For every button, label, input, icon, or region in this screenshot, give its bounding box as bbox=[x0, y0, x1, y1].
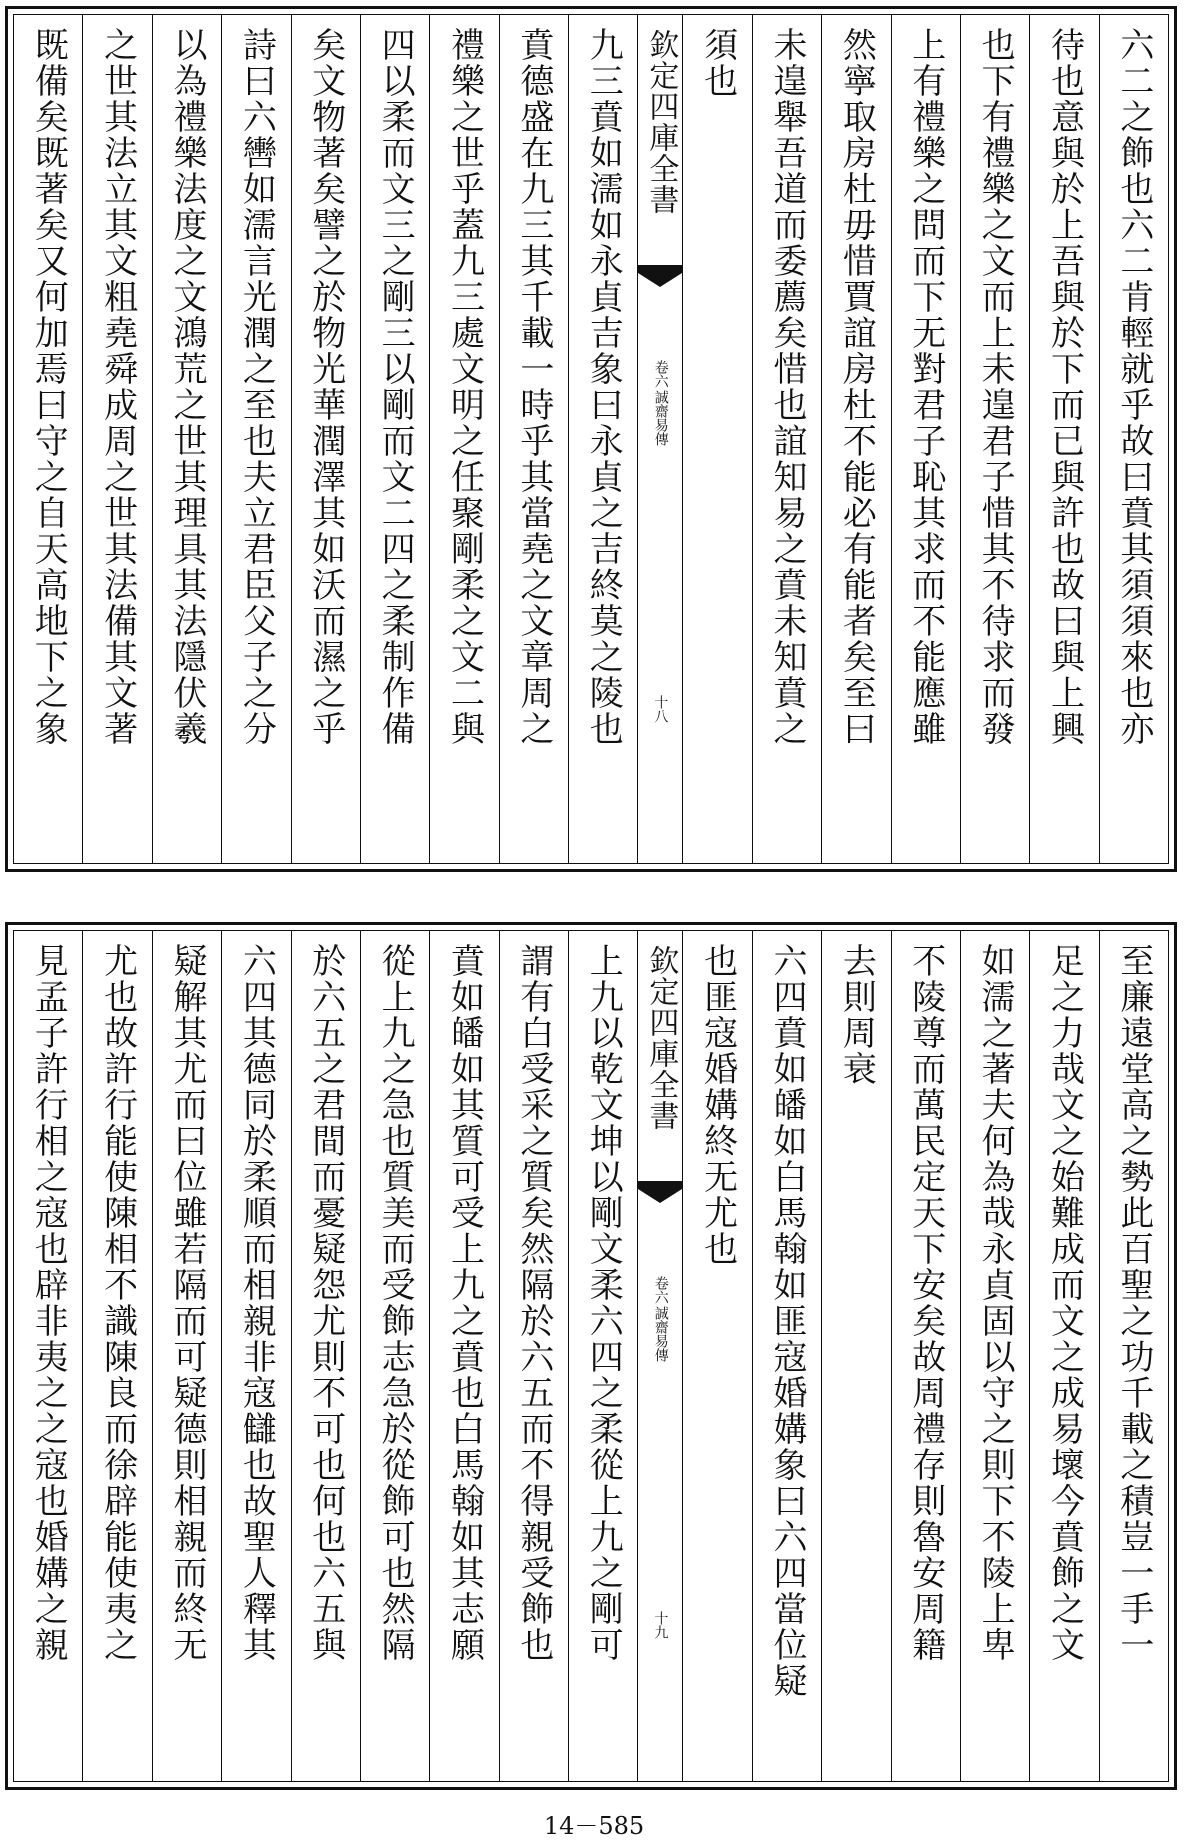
text-column: 然寧取房杜毋惜賈誼房杜不能必有能者矣至曰 bbox=[821, 15, 890, 863]
text-column: 上九以乾文坤以剛文柔六四之柔從上九之剛可 bbox=[568, 931, 637, 1781]
volume-number: 卷六 bbox=[652, 1276, 669, 1304]
text-column: 從上九之急也質美而受飾志急於從飾可也然隔 bbox=[360, 931, 429, 1781]
text-column: 四以柔而文三之剛三以剛而文二四之柔制作備 bbox=[360, 15, 429, 863]
text-column: 也匪寇婚媾終无尤也 bbox=[682, 931, 751, 1781]
text-column: 須也 bbox=[682, 15, 751, 863]
page-panel-upper bbox=[5, 6, 1177, 872]
page-number-footer: 14－585 bbox=[543, 1812, 645, 1840]
text-columns bbox=[14, 15, 1168, 863]
text-column: 之世其法立其文粗堯舜成周之世其法備其文著 bbox=[82, 15, 151, 863]
text-column: 不陵尊而萬民定天下安矣故周禮存則魯安周籍 bbox=[891, 931, 960, 1781]
fishtail-mark-icon bbox=[638, 265, 682, 287]
text-column: 謂有白受采之質矣然隔於六五而不得親受飾也 bbox=[499, 931, 568, 1781]
text-column: 六四其德同於柔順而相親非寇讎也故聖人釋其 bbox=[221, 931, 290, 1781]
text-column: 去則周衰 bbox=[821, 931, 890, 1781]
text-column: 如濡之著夫何為哉永貞固以守之則下不陵上卑 bbox=[960, 931, 1029, 1781]
text-column: 六二之飾也六二肯輕就乎故曰賁其須須來也亦 bbox=[1099, 15, 1168, 863]
text-column: 於六五之君間而憂疑怨尤則不可也何也六五與 bbox=[291, 931, 360, 1781]
text-column: 也下有禮樂之文而上未遑君子惜其不待求而發 bbox=[960, 15, 1029, 863]
text-column: 以為禮樂法度之文鴻荒之世其理具其法隱伏羲 bbox=[152, 15, 221, 863]
text-column: 尤也故許行能使陳相不識陳良而徐辟能使夷之 bbox=[82, 931, 151, 1781]
panel-frame bbox=[13, 14, 1169, 864]
text-column: 至廉遠堂高之勢此百聖之功千載之積豈一手一 bbox=[1099, 931, 1168, 1781]
text-column: 上有禮樂之問而下无對君子恥其求而不能應雖 bbox=[891, 15, 960, 863]
text-column: 矣文物著矣譬之於物光華潤澤其如沃而濕之乎 bbox=[291, 15, 360, 863]
text-column: 既備矣既著矣又何加焉曰守之自天高地下之象 bbox=[28, 27, 69, 747]
text-column: 賁德盛在九三其千載一時乎其當堯之文章周之 bbox=[499, 15, 568, 863]
book-title: 欽定四庫全書 bbox=[643, 945, 679, 1131]
volume-label bbox=[653, 1276, 668, 1362]
panel-frame bbox=[13, 930, 1169, 1782]
page-mark: 十九 bbox=[652, 1611, 669, 1639]
volume-number: 卷六 bbox=[652, 360, 669, 388]
page-mark: 十八 bbox=[652, 695, 669, 723]
text-column: 未遑舉吾道而委薦矣惜也誼知易之賁未知賁之 bbox=[752, 15, 821, 863]
text-column: 疑解其尤而曰位雖若隔而可疑德則相親而終无 bbox=[152, 931, 221, 1781]
volume-title: 誠齋易傳 bbox=[652, 390, 669, 446]
fishtail-mark-icon bbox=[638, 1181, 682, 1203]
text-column: 九三賁如濡如永貞吉象曰永貞之吉終莫之陵也 bbox=[568, 15, 637, 863]
text-columns bbox=[14, 931, 1168, 1781]
page-panel-lower bbox=[5, 922, 1177, 1790]
text-column: 詩曰六轡如濡言光潤之至也夫立君臣父子之分 bbox=[221, 15, 290, 863]
volume-title: 誠齋易傳 bbox=[652, 1306, 669, 1362]
text-column: 禮樂之世乎蓋九三處文明之任聚剛柔之文二與 bbox=[429, 15, 498, 863]
text-column: 見孟子許行相之寇也辟非夷之之寇也婚媾之親 bbox=[28, 943, 69, 1663]
text-column: 足之力哉文之始難成而文之成易壞今賁飾之文 bbox=[1029, 931, 1098, 1781]
volume-label bbox=[653, 360, 668, 446]
text-column: 賁如皤如其質可受上九之賁也白馬翰如其志願 bbox=[429, 931, 498, 1781]
center-fold-column bbox=[637, 931, 682, 1781]
text-column: 待也意與於上吾與於下而已與許也故曰與上興 bbox=[1029, 15, 1098, 863]
text-column: 六四賁如皤如白馬翰如匪寇婚媾象曰六四當位疑 bbox=[752, 931, 821, 1781]
book-title: 欽定四庫全書 bbox=[643, 29, 679, 215]
center-fold-column bbox=[637, 15, 682, 863]
